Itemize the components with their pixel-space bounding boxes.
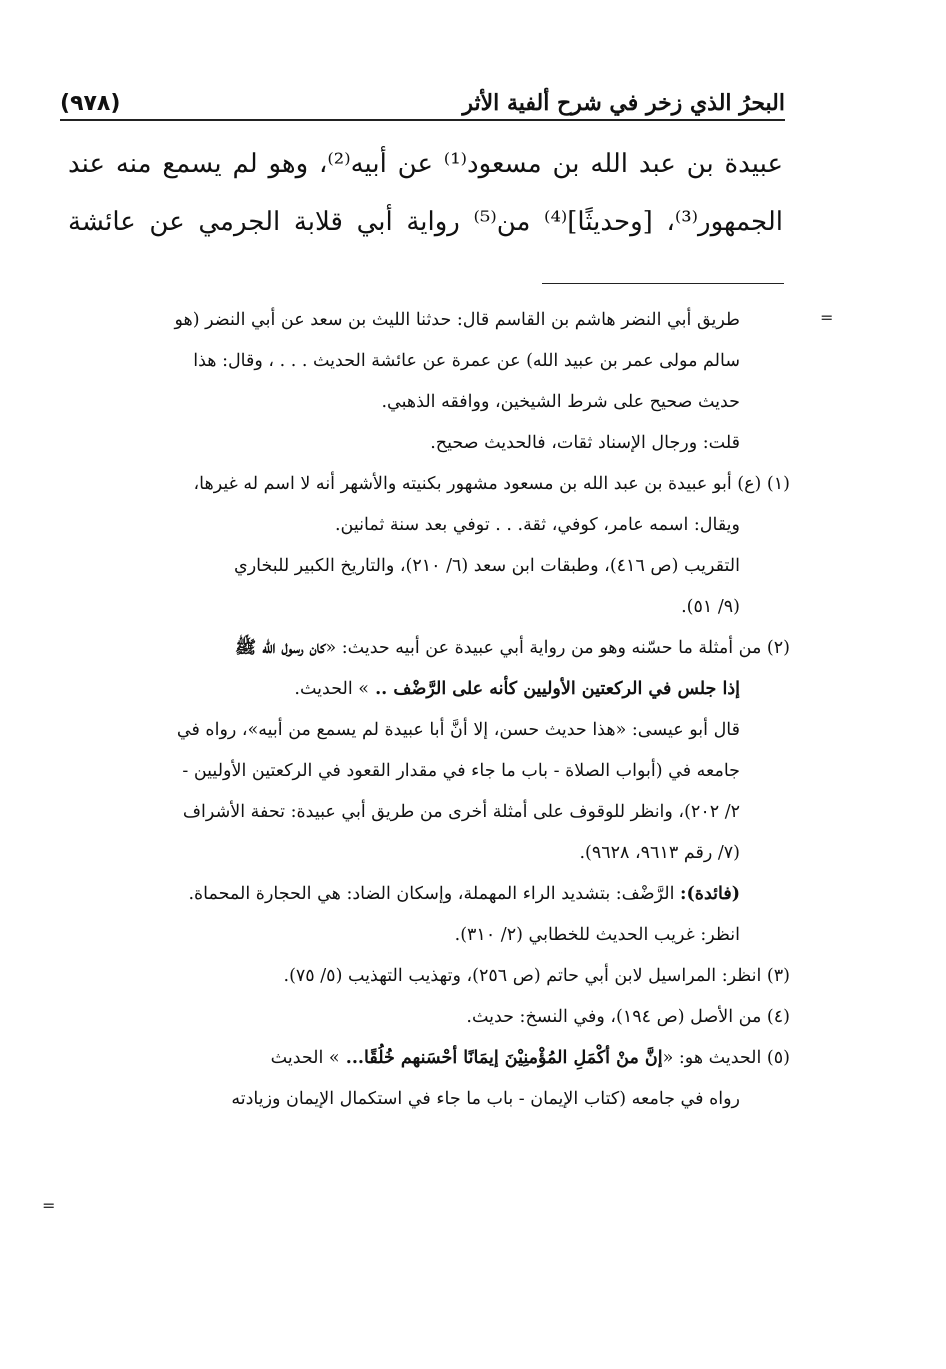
footnote-line: جامعه في (أبواب الصلاة - باب ما جاء في مقدار القعود في الركعتين الأوليين -	[182, 761, 740, 781]
footnote-line: (٩/ ٥١).	[681, 597, 740, 617]
hadith-text: إنَّ منْ أكْمَلِ المُؤْمنِيْنَ إيمَانًا أحْسَنهم خُلُقًا...	[339, 1048, 663, 1068]
footnote-line	[70, 669, 790, 710]
footnote-line: التقريب (ص ٤١٦)، وطبقات ابن سعد (٦/ ٢١٠)، والتاريخ الكبير للبخاري	[234, 556, 740, 576]
hadith-text: إذا جلس في الركعتين الأوليين كأنه على الرَّضْف ..	[369, 679, 740, 699]
footnote-1: (١) (ع) أبو عبيدة بن عبد الله بن مسعود مشهور بكنيته والأشهر أنه لا اسم له غيرها،	[193, 474, 790, 494]
page-number: (٩٧٨)	[60, 91, 121, 116]
footnote-line: (٧/ رقم ٩٦١٣، ٩٦٢٨).	[579, 843, 740, 863]
header-rule	[60, 119, 785, 121]
footnote-text: الرَّضْف: بتشديد الراء المهملة، وإسكان الضاد: هي الحجارة المحماة.	[188, 884, 681, 904]
footnote-line: ٢/ ٢٠٢)، وانظر للوقوف على أمثلة أخرى من طريق أبي عبيدة: تحفة الأشراف	[182, 802, 740, 822]
footnote-3: (٣) انظر: المراسيل لابن أبي حاتم (ص ٢٥٦)، وتهذيب التهذيب (٥/ ٧٥).	[283, 966, 790, 986]
footnote-line: ويقال: اسمه عامر، كوفي، ثقة. . . توفي بعد سنة ثمانين.	[334, 515, 740, 535]
footnote-text: (٥) الحديث هو: «	[662, 1048, 790, 1068]
footnote-text: (٢) من أمثلة ما حسّنه وهو من رواية أبي عبيدة عن أبيه حديث: «	[325, 638, 790, 658]
footnote-line	[70, 874, 790, 915]
footnote-line: حديث صحيح على شرط الشيخين، ووافقه الذهبي.	[381, 392, 740, 412]
footnote-line: قلت: ورجال الإسناد ثقات، فالحديث صحيح.	[430, 433, 740, 453]
footnote-line: طريق أبي النضر هاشم بن القاسم قال: حدثنا الليث بن سعد عن أبي النضر (هو	[174, 310, 740, 330]
footnote-separator	[542, 283, 784, 284]
page-header	[60, 82, 785, 116]
book-title: البحرُ الذي زخر في شرح ألفية الأثر	[462, 90, 785, 116]
continuation-marker: =	[820, 308, 834, 327]
footnotes	[70, 300, 790, 1120]
main-text	[68, 135, 783, 251]
footnote-2	[70, 628, 790, 669]
footnote-line: رواه في جامعه (كتاب الإيمان - باب ما جاء في استكمال الإيمان وزيادته	[231, 1089, 740, 1109]
footnote-line: سالم مولى عمر بن عبيد الله) عن عمرة عن عائشة الحديث . . . ، وقال: هذا	[193, 351, 740, 371]
footnote-4: (٤) من الأصل (ص ١٩٤)، وفي النسخ: حديث.	[466, 1007, 790, 1027]
footnote-text: » الحديث.	[294, 679, 369, 699]
main-line: عبيدة بن عبد الله بن مسعود⁽¹⁾ عن أبيه⁽²⁾، وهو لم يسمع منه عند	[68, 149, 783, 179]
footnote-line: قال أبو عيسى: «هذا حديث حسن، إلا أنَّ أبا عبيدة لم يسمع من أبيه»، رواه في	[176, 720, 740, 740]
benefit-label: (فائدة):	[680, 884, 740, 904]
footnote-line: انظر: غريب الحديث للخطابي (٢/ ٣١٠).	[454, 925, 740, 945]
footnote-text: » الحديث	[270, 1048, 340, 1068]
continuation-marker: =	[42, 1196, 56, 1215]
hadith-text: كان رسول الله ﷺ	[235, 638, 326, 658]
main-line: الجمهور⁽³⁾، [وحديثًا]⁽⁴⁾ من⁽⁵⁾ رواية أبي قلابة الجرمي عن عائشة	[68, 207, 783, 237]
footnote-5	[70, 1038, 790, 1079]
